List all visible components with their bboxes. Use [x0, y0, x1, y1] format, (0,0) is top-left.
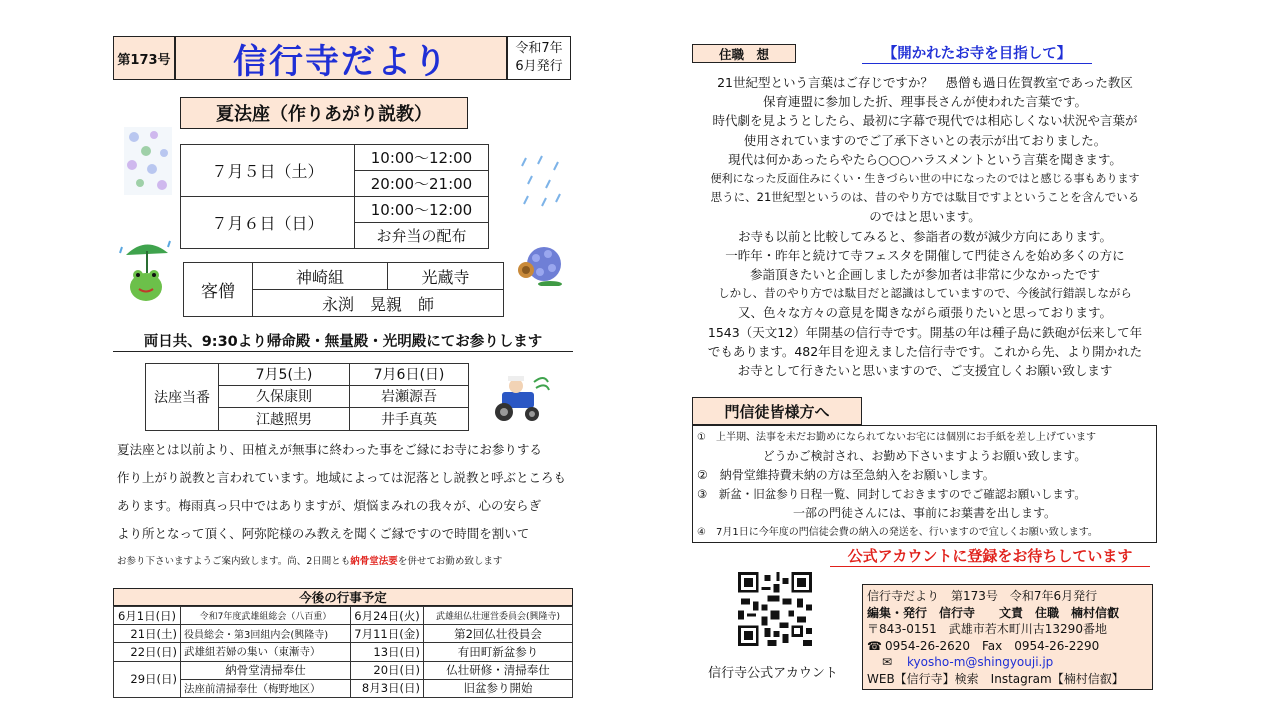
- column-line: 1543（天文12）年開基の信行寺です。開基の年は種子島に鉄砲が伝来して年: [707, 324, 1143, 340]
- duty-label: 法座当番: [146, 364, 219, 431]
- frog-umbrella-icon: [118, 233, 174, 305]
- guest-name: 永渕 晃親 師: [253, 290, 504, 317]
- members-notice-box: [692, 425, 1157, 543]
- description-last-after: を併せてお勤め致します: [397, 556, 503, 567]
- column-line: お寺として行きたいと思いますので、ご支援宜しくお願い致します: [737, 363, 1113, 379]
- event-name: 納骨堂清掃奉仕: [181, 661, 351, 679]
- members-line: ③ 新盆・旧盆参り日程一覧、同封しておきますのでご確認お願いします。: [697, 487, 1086, 501]
- footer-line: 0954-26-2620 Fax 0954-26-2290: [885, 638, 1100, 653]
- summer-sermon-title: 夏法座（作りあがり説教）: [180, 97, 468, 129]
- column-line: 思うに、21世紀型というのは、昔のやり方では駄目ですよということを含んでいる: [710, 190, 1140, 205]
- qr-label: 信行寺公式アカウント: [708, 665, 838, 681]
- column-line: 一昨年・昨年と続けて寺フェスタを開催して門徒さんを始め多くの方に: [725, 247, 1125, 263]
- column-line: 時代劇を見ようとしたら、最初に字幕で現代では相応しくない状況や言葉が: [712, 113, 1138, 129]
- duty-day: 7月5(土): [219, 364, 350, 386]
- event-date: 6月1日(日): [114, 607, 181, 625]
- event-name: 武雄組若婦の集い（東漸寺）: [181, 643, 351, 661]
- issue-date: [507, 36, 571, 80]
- sermon-description: [117, 436, 577, 576]
- column-line: お寺も以前と比較してみると、参詣者の数が減少方向にあります。: [737, 228, 1112, 244]
- column-line: のではと思います。: [869, 209, 981, 225]
- members-line: ④ 7月1日に今年度の門信徒会費の納入の発送を、行いますので宜しくお願い致します。: [697, 527, 1098, 538]
- footer-line: 編集・発行 信行寺 文責 住職 楠村信叡: [867, 605, 1120, 620]
- schedule-table: [180, 144, 489, 249]
- guest-label: 客僧: [184, 263, 253, 317]
- tractor-icon: [488, 372, 550, 424]
- event-name: 武雄組仏壮運営委員会(興隆寺): [424, 607, 573, 625]
- guest-temple: 光蔵寺: [388, 263, 504, 290]
- schedule-time: 10:00～12:00: [355, 145, 489, 171]
- footer-line: 信行寺だより 第173号 令和7年6月発行: [867, 589, 1098, 603]
- hydrangea-pattern-icon: [124, 127, 172, 195]
- members-line: ② 納骨堂維持費未納の方は至急納入をお願いします。: [697, 468, 995, 482]
- hydrangea-snail-icon: [512, 236, 566, 286]
- mail-icon: ✉: [881, 655, 893, 669]
- event-date: 6月24日(火): [351, 607, 424, 625]
- column-line: 21世紀型という言葉はご存じですか？ 愚僧も過日佐賀教室であった教区: [717, 75, 1133, 90]
- phone-icon: ☎: [867, 638, 882, 653]
- column-line: でもあります。482年目を迎えました信行寺です。これから先、より開かれた: [707, 343, 1143, 359]
- members-title: 門信徒皆様方へ: [692, 397, 862, 425]
- column-line: 保育連盟に参加した折、理事長さんが使われた言葉です。: [762, 94, 1087, 110]
- members-line: どうかご検討され、お勤め下さいますようお願い致します。: [762, 449, 1087, 463]
- column-line: しかし、昔のやり方では駄目だと認識はしていますので、今後試行錯誤しながら: [718, 286, 1132, 301]
- event-date: 29日(日): [114, 661, 181, 697]
- footer-email-row: [867, 654, 1148, 671]
- schedule-date: ７月５日（土）: [181, 145, 355, 197]
- members-line: 一部の門徒さんには、事前にお葉書を出します。: [792, 506, 1057, 520]
- service-notice: 両日共、9:30より帰命殿・無量殿・光明殿にてお参りします: [113, 330, 573, 352]
- description-line: 作り上がり説教と言われています。地域によっては泥落とし説教と呼ぶところも: [117, 470, 567, 485]
- event-date: 21日(土): [114, 625, 181, 643]
- duty-day: 7月6日(日): [350, 364, 469, 386]
- event-name: 仏壮研修・清掃奉仕: [424, 661, 573, 679]
- members-line: ① 上半期、法事を未だお勤めになられてないお宅には個別にお手紙を差し上げています: [697, 432, 1096, 443]
- description-line: 夏法座とは以前より、田植えが無事に終わった事をご縁にお寺にお参りする: [117, 442, 542, 457]
- duty-person: 江越照男: [219, 408, 350, 431]
- column-label: 住職 想: [692, 44, 796, 63]
- events-title: 今後の行事予定: [113, 588, 573, 606]
- events-table: [113, 606, 573, 698]
- event-date: 13日(日): [351, 643, 424, 661]
- event-name: 役員総会・第3回組内会(興隆寺): [181, 625, 351, 643]
- guest-priest-table: [183, 262, 504, 317]
- rain-pattern-icon: [520, 152, 564, 210]
- description-highlight: 納骨堂法要: [350, 556, 398, 567]
- event-date: 8月3日(日): [351, 679, 424, 697]
- column-line: 便利になった反面住みにくい・生きづらい世の中になったのではと感じる事もあります: [710, 172, 1140, 186]
- description-line: [117, 548, 577, 576]
- account-banner: 公式アカウントに登録をお待ちしています: [830, 545, 1150, 567]
- event-name: 令和7年度武雄組総会（八百重）: [181, 607, 351, 625]
- issue-date-month: 6月発行: [515, 59, 563, 74]
- issue-number: 第173号: [113, 36, 175, 80]
- column-line: 参詣頂きたいと企画しましたが参加者は非常に少なかったです: [749, 267, 1100, 283]
- schedule-date: ７月６日（日）: [181, 197, 355, 249]
- footer-line: 〒843-0151 武雄市若木町川古13290番地: [867, 622, 1107, 636]
- event-name: 有田町新盆参り: [424, 643, 573, 661]
- duty-person: 岩瀬源吾: [350, 385, 469, 408]
- event-date: 22日(日): [114, 643, 181, 661]
- duty-table: [145, 363, 469, 431]
- column-body: [686, 73, 1164, 380]
- schedule-time: 20:00～21:00: [355, 171, 489, 197]
- footer-info: [862, 584, 1153, 690]
- description-line: より所となって頂く、阿弥陀様のみ教えを聞くご縁ですので時間を割いて: [117, 526, 530, 541]
- schedule-time: 10:00～12:00: [355, 197, 489, 223]
- duty-person: 井手真英: [350, 408, 469, 431]
- event-date: 20日(日): [351, 661, 424, 679]
- description-line: あります。梅雨真っ只中ではありますが、煩悩まみれの我々が、心の安らぎ: [117, 498, 542, 513]
- description-last-before: お参り下さいますようご案内致します。尚、2日間とも: [117, 556, 351, 567]
- issue-date-year: 令和7年: [515, 41, 563, 56]
- guest-group: 神崎組: [253, 263, 388, 290]
- event-name: 法座前清掃奉仕（梅野地区）: [181, 679, 351, 697]
- qr-code-icon[interactable]: [738, 572, 812, 646]
- column-line: 使用されていますのでご了承下さいとの表示が出ておりました。: [743, 132, 1107, 148]
- event-name: 第2回仏壮役員会: [424, 625, 573, 643]
- newsletter-title: 信行寺だより: [175, 36, 507, 80]
- duty-person: 久保康則: [219, 385, 350, 408]
- column-line: 現代は何かあったらやたら○○○ハラスメントという言葉を聞きます。: [728, 151, 1122, 167]
- column-line: 又、色々な方々の意見を聞きながら頑張りたいと思っております。: [737, 305, 1112, 321]
- schedule-time: お弁当の配布: [355, 223, 489, 249]
- footer-phone-row: [867, 638, 1148, 655]
- footer-line: WEB【信行寺】検索 Instagram【楠村信叡】: [867, 671, 1124, 686]
- event-date: 7月11日(金): [351, 625, 424, 643]
- footer-email[interactable]: kyosho-m@shingyouji.jp: [907, 655, 1054, 669]
- column-title: 【開かれたお寺を目指して】: [862, 42, 1092, 64]
- event-name: 旧盆参り開始: [424, 679, 573, 697]
